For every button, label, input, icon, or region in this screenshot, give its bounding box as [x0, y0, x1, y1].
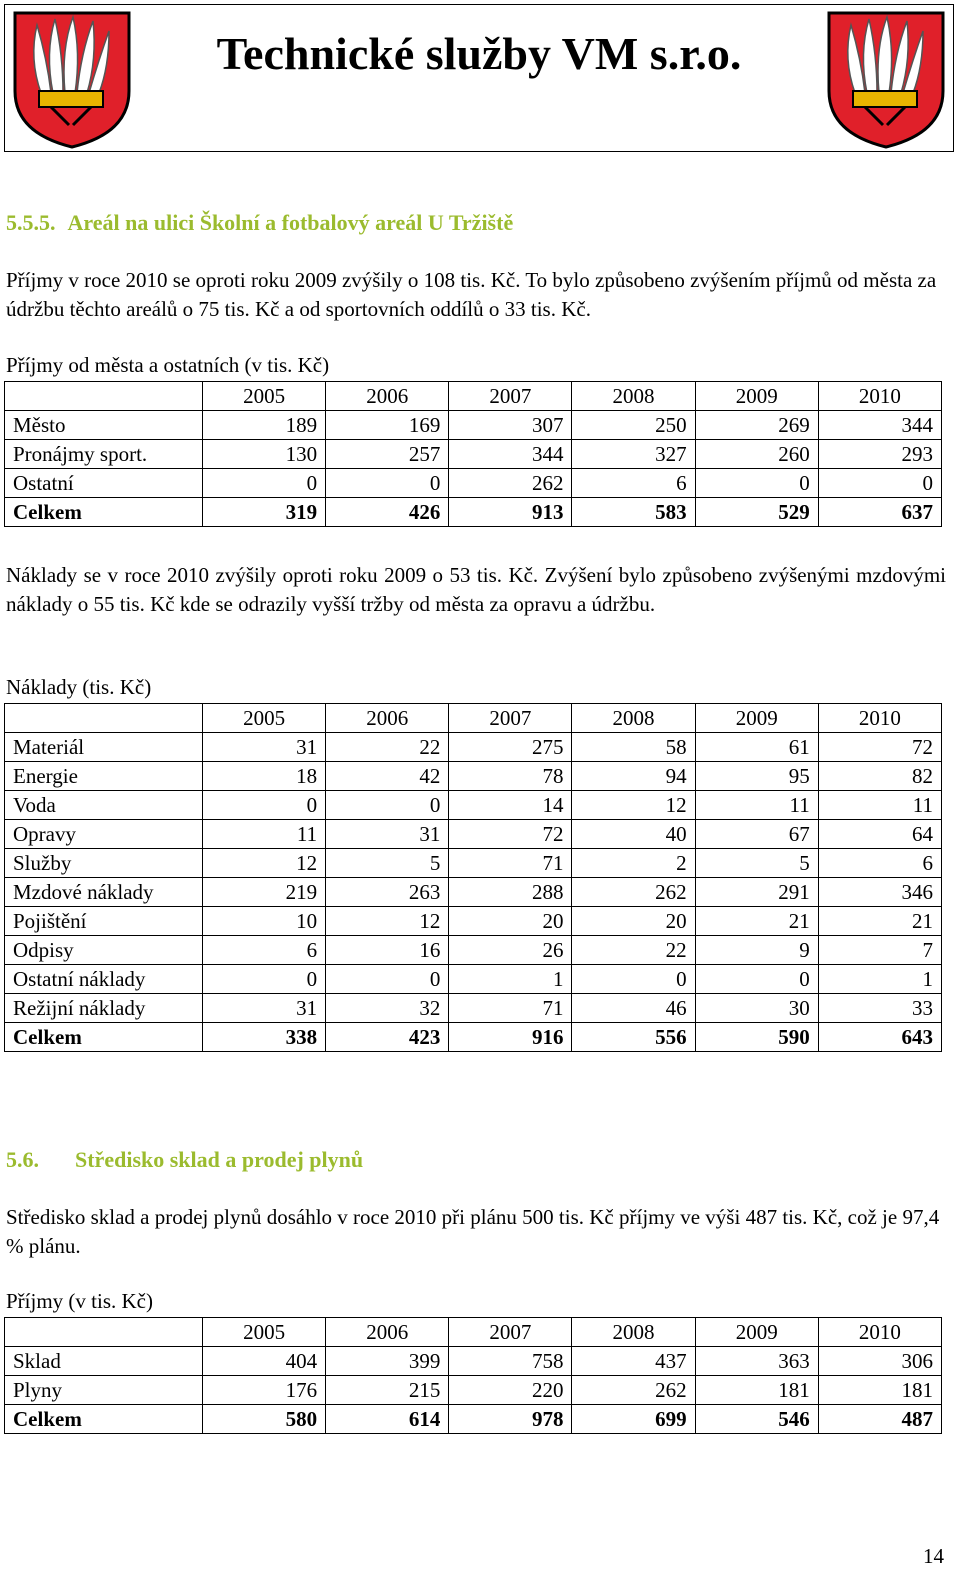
header-title: Technické služby VM s.r.o.: [216, 28, 742, 79]
row-label-cell: Mzdové náklady: [5, 878, 203, 907]
value-cell: 31: [203, 994, 326, 1023]
table-header-row: [5, 382, 942, 411]
value-cell: 95: [695, 762, 818, 791]
table-row: [5, 440, 942, 469]
value-cell: 275: [449, 733, 572, 762]
value-cell: 344: [818, 411, 941, 440]
value-cell: 176: [203, 1376, 326, 1405]
value-cell: 72: [449, 820, 572, 849]
value-cell: 556: [572, 1023, 695, 1052]
section-title: Areál na ulici Školní a fotbalový areál U Tržiště: [67, 210, 514, 235]
table-caption: Příjmy (v tis. Kč): [6, 1289, 153, 1313]
value-cell: 21: [818, 907, 941, 936]
value-cell: 269: [695, 411, 818, 440]
value-cell: 9: [695, 936, 818, 965]
row-label-cell: Opravy: [5, 820, 203, 849]
value-cell: 306: [818, 1347, 941, 1376]
gas-income-table: [4, 1317, 942, 1434]
total-row: [5, 1023, 942, 1052]
value-cell: 699: [572, 1405, 695, 1434]
value-cell: 22: [572, 936, 695, 965]
year-header-cell: 2006: [326, 1318, 449, 1347]
value-cell: 0: [818, 469, 941, 498]
value-cell: 20: [572, 907, 695, 936]
value-cell: 22: [326, 733, 449, 762]
row-label-cell: Materiál: [5, 733, 203, 762]
value-cell: 262: [449, 469, 572, 498]
value-cell: 288: [449, 878, 572, 907]
row-label-cell: Celkem: [5, 1023, 203, 1052]
value-cell: 260: [695, 440, 818, 469]
total-row: [5, 1405, 942, 1434]
year-header-cell: 2005: [203, 382, 326, 411]
year-header-cell: 2006: [326, 704, 449, 733]
table-row: [5, 907, 942, 936]
value-cell: 82: [818, 762, 941, 791]
value-cell: 31: [326, 820, 449, 849]
value-cell: 12: [203, 849, 326, 878]
value-cell: 0: [695, 469, 818, 498]
value-cell: 583: [572, 498, 695, 527]
section-heading: [6, 210, 513, 236]
value-cell: 181: [818, 1376, 941, 1405]
value-cell: 590: [695, 1023, 818, 1052]
row-label-cell: Ostatní: [5, 469, 203, 498]
value-cell: 12: [572, 791, 695, 820]
year-header-cell: 2007: [449, 704, 572, 733]
row-label-cell: Odpisy: [5, 936, 203, 965]
value-cell: 11: [203, 820, 326, 849]
value-cell: 637: [818, 498, 941, 527]
table-row: [5, 936, 942, 965]
value-cell: 426: [326, 498, 449, 527]
year-header-cell: 2005: [203, 704, 326, 733]
section-number: 5.6.: [6, 1147, 39, 1172]
table-row: [5, 849, 942, 878]
value-cell: 916: [449, 1023, 572, 1052]
value-cell: 21: [695, 907, 818, 936]
year-header-cell: 2007: [449, 382, 572, 411]
value-cell: 913: [449, 498, 572, 527]
year-header-cell: 2009: [695, 1318, 818, 1347]
value-cell: 20: [449, 907, 572, 936]
value-cell: 487: [818, 1405, 941, 1434]
value-cell: 12: [326, 907, 449, 936]
row-label-cell: Plyny: [5, 1376, 203, 1405]
value-cell: 31: [203, 733, 326, 762]
value-cell: 0: [203, 791, 326, 820]
row-label-cell: Celkem: [5, 1405, 203, 1434]
value-cell: 0: [203, 965, 326, 994]
value-cell: 71: [449, 994, 572, 1023]
value-cell: 40: [572, 820, 695, 849]
value-cell: 338: [203, 1023, 326, 1052]
value-cell: 437: [572, 1347, 695, 1376]
value-cell: 978: [449, 1405, 572, 1434]
table-row: [5, 733, 942, 762]
section-number: 5.5.5.: [6, 210, 56, 235]
value-cell: 327: [572, 440, 695, 469]
value-cell: 189: [203, 411, 326, 440]
income-table: [4, 381, 942, 527]
year-header-cell: 2008: [572, 1318, 695, 1347]
row-label-cell: Voda: [5, 791, 203, 820]
value-cell: 42: [326, 762, 449, 791]
value-cell: 291: [695, 878, 818, 907]
table-row: [5, 411, 942, 440]
year-header-cell: 2009: [695, 382, 818, 411]
total-row: [5, 498, 942, 527]
year-header-cell: 2009: [695, 704, 818, 733]
value-cell: 319: [203, 498, 326, 527]
value-cell: 14: [449, 791, 572, 820]
value-cell: 0: [326, 791, 449, 820]
table-row: [5, 791, 942, 820]
row-label-cell: Pojištění: [5, 907, 203, 936]
value-cell: 257: [326, 440, 449, 469]
table-row: [5, 1347, 942, 1376]
value-cell: 6: [203, 936, 326, 965]
value-cell: 16: [326, 936, 449, 965]
value-cell: 64: [818, 820, 941, 849]
row-label-cell: Energie: [5, 762, 203, 791]
value-cell: 758: [449, 1347, 572, 1376]
value-cell: 307: [449, 411, 572, 440]
value-cell: 130: [203, 440, 326, 469]
value-cell: 1: [449, 965, 572, 994]
year-header-cell: 2008: [572, 704, 695, 733]
page-header: [4, 4, 954, 152]
table-row: [5, 994, 942, 1023]
row-label-cell: Město: [5, 411, 203, 440]
value-cell: 10: [203, 907, 326, 936]
value-cell: 546: [695, 1405, 818, 1434]
year-header-cell: 2010: [818, 704, 941, 733]
table-row: [5, 878, 942, 907]
value-cell: 94: [572, 762, 695, 791]
value-cell: 262: [572, 878, 695, 907]
value-cell: 580: [203, 1405, 326, 1434]
value-cell: 399: [326, 1347, 449, 1376]
paragraph: Příjmy v roce 2010 se oproti roku 2009 zvýšily o 108 tis. Kč. To bylo způsobeno zvýšením příjmů od města za údržbu těchto areálů o 75 tis. Kč a od sportovních oddílů o 33 tis. Kč.: [6, 268, 937, 321]
value-cell: 18: [203, 762, 326, 791]
value-cell: 30: [695, 994, 818, 1023]
value-cell: 404: [203, 1347, 326, 1376]
table-row: [5, 820, 942, 849]
value-cell: 58: [572, 733, 695, 762]
table-header-row: [5, 704, 942, 733]
paragraph: Středisko sklad a prodej plynů dosáhlo v roce 2010 při plánu 500 tis. Kč příjmy ve výši 487 tis. Kč, což je 97,4 % plánu.: [6, 1205, 940, 1258]
row-label-cell: Ostatní náklady: [5, 965, 203, 994]
year-header-cell: 2007: [449, 1318, 572, 1347]
value-cell: 215: [326, 1376, 449, 1405]
value-cell: 220: [449, 1376, 572, 1405]
value-cell: 7: [818, 936, 941, 965]
value-cell: 5: [695, 849, 818, 878]
value-cell: 5: [326, 849, 449, 878]
value-cell: 0: [203, 469, 326, 498]
section-heading: [6, 1147, 363, 1173]
value-cell: 219: [203, 878, 326, 907]
table-row: [5, 965, 942, 994]
value-cell: 6: [572, 469, 695, 498]
page-number: 14: [923, 1544, 944, 1568]
value-cell: 6: [818, 849, 941, 878]
row-label-cell: Sklad: [5, 1347, 203, 1376]
value-cell: 67: [695, 820, 818, 849]
value-cell: 72: [818, 733, 941, 762]
section-title: Středisko sklad a prodej plynů: [75, 1147, 364, 1172]
row-label-cell: Služby: [5, 849, 203, 878]
value-cell: 181: [695, 1376, 818, 1405]
value-cell: 529: [695, 498, 818, 527]
value-cell: 0: [326, 965, 449, 994]
row-label-cell: Režijní náklady: [5, 994, 203, 1023]
year-header-cell: 2006: [326, 382, 449, 411]
table-caption: Náklady (tis. Kč): [6, 675, 152, 699]
value-cell: 71: [449, 849, 572, 878]
value-cell: 262: [572, 1376, 695, 1405]
value-cell: 169: [326, 411, 449, 440]
table-caption: Příjmy od města a ostatních (v tis. Kč): [6, 353, 330, 377]
value-cell: 61: [695, 733, 818, 762]
year-header-cell: 2010: [818, 1318, 941, 1347]
value-cell: 46: [572, 994, 695, 1023]
value-cell: 2: [572, 849, 695, 878]
table-row: [5, 762, 942, 791]
table-row: [5, 469, 942, 498]
value-cell: 643: [818, 1023, 941, 1052]
value-cell: 78: [449, 762, 572, 791]
value-cell: 11: [695, 791, 818, 820]
value-cell: 363: [695, 1347, 818, 1376]
paragraph: Náklady se v roce 2010 zvýšily oproti roku 2009 o 53 tis. Kč. Zvýšení bylo způsobeno zvýšenými mzdovými náklady o 55 tis. Kč kde se odrazily vyšší tržby od města za opravu a údržbu.: [6, 563, 946, 616]
year-header-cell: 2005: [203, 1318, 326, 1347]
value-cell: 26: [449, 936, 572, 965]
value-cell: 32: [326, 994, 449, 1023]
table-header-cell: [5, 704, 203, 733]
coat-of-arms-icon: [825, 9, 947, 151]
value-cell: 33: [818, 994, 941, 1023]
year-header-cell: 2010: [818, 382, 941, 411]
table-header-cell: [5, 382, 203, 411]
table-header-row: [5, 1318, 942, 1347]
value-cell: 0: [572, 965, 695, 994]
value-cell: 1: [818, 965, 941, 994]
year-header-cell: 2008: [572, 382, 695, 411]
value-cell: 344: [449, 440, 572, 469]
value-cell: 0: [326, 469, 449, 498]
row-label-cell: Celkem: [5, 498, 203, 527]
costs-table: [4, 703, 942, 1052]
value-cell: 250: [572, 411, 695, 440]
value-cell: 346: [818, 878, 941, 907]
value-cell: 423: [326, 1023, 449, 1052]
value-cell: 0: [695, 965, 818, 994]
value-cell: 293: [818, 440, 941, 469]
table-row: [5, 1376, 942, 1405]
value-cell: 11: [818, 791, 941, 820]
value-cell: 263: [326, 878, 449, 907]
row-label-cell: Pronájmy sport.: [5, 440, 203, 469]
table-header-cell: [5, 1318, 203, 1347]
value-cell: 614: [326, 1405, 449, 1434]
